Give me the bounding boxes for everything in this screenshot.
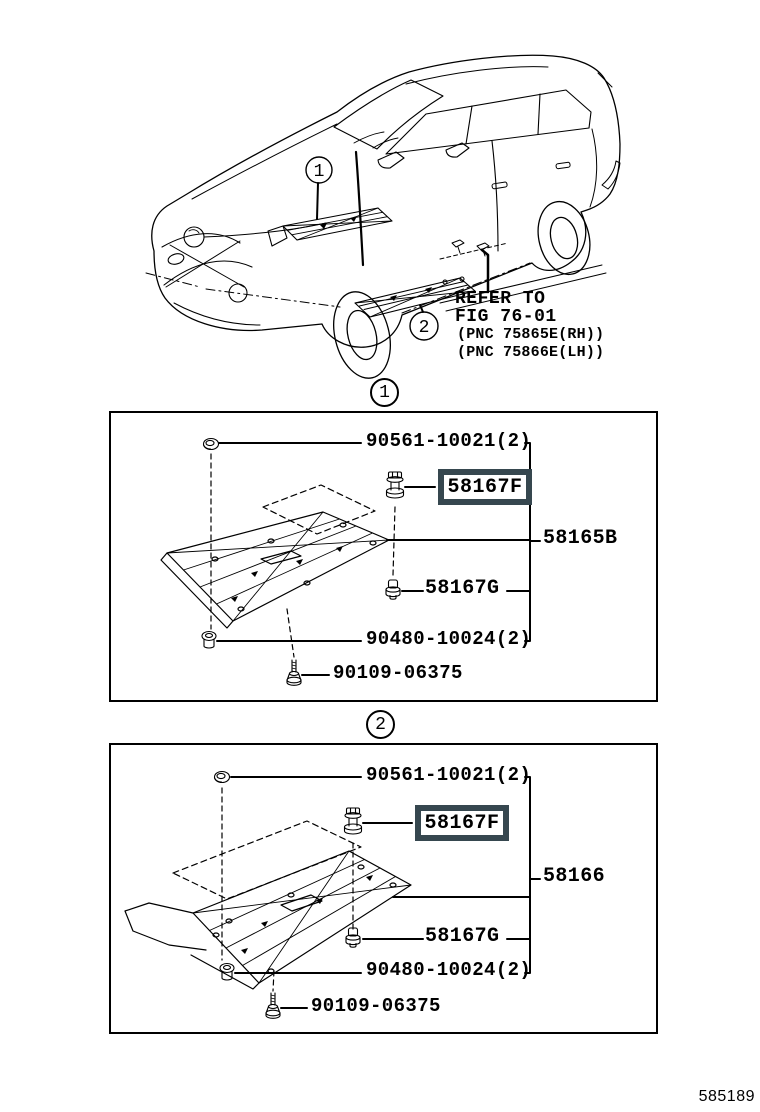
push-nut-icon <box>204 439 219 450</box>
push-nut-icon <box>215 772 230 783</box>
right-mirror <box>446 143 469 157</box>
rear-wheel <box>531 196 597 280</box>
refer-note-line-3: (PNC 75865E(RH)) <box>457 326 605 343</box>
fig1-part-screw[interactable]: 90109-06375 <box>333 662 463 684</box>
figure1-callout <box>370 378 399 407</box>
figure1-drawing <box>111 413 656 700</box>
fig2-part-screw[interactable]: 90109-06375 <box>311 995 441 1017</box>
screw-icon <box>266 993 280 1018</box>
figure1-callout-number: 1 <box>379 382 390 403</box>
car-callout-1-number: 1 <box>313 162 325 182</box>
fig1-part-clip-lower[interactable]: 58167G <box>425 577 500 600</box>
figure2-callout-number: 2 <box>375 714 386 735</box>
rocker-clips <box>452 240 489 256</box>
callout-2-leader <box>420 305 423 312</box>
fig1-highlight-text: 58167F <box>447 475 523 499</box>
front-under-cover-art <box>268 208 392 246</box>
clip-f-icon <box>345 808 362 834</box>
refer-note-line-2: FIG 76-01 <box>455 306 557 327</box>
clip-g-icon <box>346 928 360 947</box>
fig2-part-cover-panel[interactable]: 58166 <box>543 865 606 888</box>
fig1-part-cover-panel[interactable]: 58165B <box>543 527 618 550</box>
figure2-callout <box>366 710 395 739</box>
fig2-part-clip-lower[interactable]: 58167G <box>425 925 500 948</box>
fig2-highlight-text: 58167F <box>424 811 500 835</box>
clip-g-icon <box>386 580 400 599</box>
fig2-part-clip-upper[interactable]: 90561-10021(2) <box>366 764 532 786</box>
figure2-drawing <box>111 745 656 1032</box>
refer-note-line-1: REFER TO <box>455 289 546 309</box>
callout-1-leader <box>317 183 318 219</box>
refer-note-line-4: (PNC 75866E(LH)) <box>457 343 605 361</box>
emblem <box>167 252 185 266</box>
page-code: 585189 <box>698 1088 755 1105</box>
fig1-part-highlighted[interactable] <box>438 469 532 505</box>
figure1-panel-art <box>161 512 389 628</box>
screw-icon <box>287 660 301 685</box>
left-mirror <box>378 152 404 168</box>
bottom-nut-icon <box>202 632 216 649</box>
fig2-part-clip-bottom[interactable]: 90480-10024(2) <box>366 959 532 981</box>
refer-note <box>455 291 604 361</box>
clip-f-icon <box>387 472 404 498</box>
fig1-part-clip-bottom[interactable]: 90480-10024(2) <box>366 628 532 650</box>
car-callout-2-number: 2 <box>418 318 430 338</box>
fig2-part-highlighted[interactable] <box>415 805 509 841</box>
bottom-nut-icon <box>220 964 234 981</box>
figure1-box <box>109 411 658 702</box>
fig1-part-clip-upper[interactable]: 90561-10021(2) <box>366 430 532 452</box>
figure2-box <box>109 743 658 1034</box>
